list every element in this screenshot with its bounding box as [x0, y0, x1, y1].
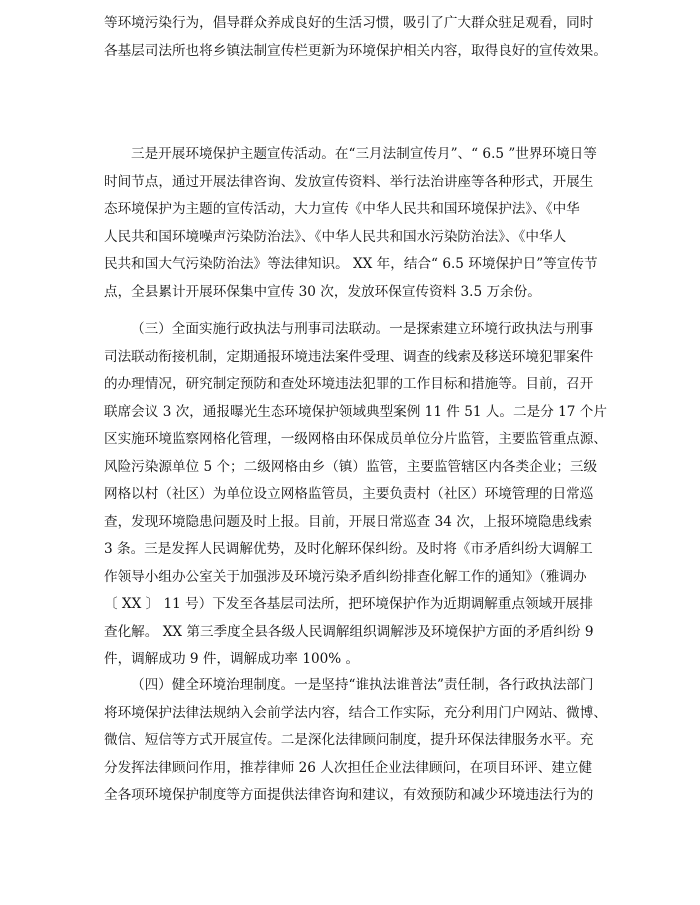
text-line: 查，发现环境隐患问题及时上报。目前，开展日常巡查 34 次，上报环境隐患线索 — [104, 513, 593, 530]
text-line: 各基层司法所也将乡镇法制宣传栏更新为环境保护相关内容，取得良好的宣传效果。 — [104, 42, 607, 59]
text-line: 查化解。 XX 第三季度全县各级人民调解组织调解涉及环境保护方面的矛盾纠纷 9 — [104, 623, 594, 640]
text-line: 联席会议 3 次，通报曝光生态环境保护领域典型案例 11 件 51 人。二是分 17 个片 — [104, 403, 607, 420]
paragraph-3 — [104, 316, 607, 674]
text-line: 风险污染源单位 5 个；二级网格由乡（镇）监管，主要监管辖区内各类企业；三级 — [104, 458, 598, 475]
text-line: 时间节点，通过开展法律咨询、发放宣传资料、举行法治讲座等各种形式，开展生 — [104, 173, 594, 190]
text-line: 网格以村（社区）为单位设立网格监管员，主要负责村（社区）环境管理的日常巡 — [104, 486, 594, 502]
text-line: 3 条。三是发挥人民调解优势，及时化解环保纠纷。及时将《市矛盾纠纷大调解工 — [104, 541, 593, 557]
text-line: 区实施环境监察网格化管理，一级网格由环保成员单位分片监管，主要监管重点源、 — [104, 431, 607, 447]
text-line: 态环境保护为主题的宣传活动，大力宣传《中华人民共和国环境保护法》、《中华 — [104, 201, 580, 217]
paragraph-2 — [104, 141, 604, 306]
text-line: 件，调解成功 9 件，调解成功率 100% 。 — [104, 651, 360, 667]
text-line: （三）全面实施行政执法与刑事司法联动。一是探索建立环境行政执法与刑事 — [131, 321, 594, 337]
text-line: 微信、短信等方式开展宣传。二是深化法律顾问制度，提升环保法律服务水平。充 — [104, 732, 594, 748]
text-line: 等环境污染行为，倡导群众养成良好的生活习惯，吸引了广大群众驻足观看，同时 — [104, 15, 594, 31]
text-line: 分发挥法律顾问作用，推荐律师 26 人次担任企业法律顾问，在项目环评、建立健 — [104, 759, 593, 776]
text-line: 的办理情况，研究制定预防和查处环境违法犯罪的工作目标和措施等。目前，召开 — [104, 376, 594, 392]
text-line: 司法联动衔接机制，定期通报环境违法案件受理、调查的线索及移送环境犯罪案件 — [104, 348, 594, 365]
paragraph-1 — [104, 10, 607, 65]
text-line: 〔 XX 〕 11 号）下发至各基层司法所，把环境保护作为近期调解重点领域开展排 — [104, 596, 593, 612]
text-line: 人民共和国环境噪声污染防治法》、《中华人民共和国水污染防治法》、《中华人 — [104, 228, 567, 245]
text-line: 作领导小组办公室关于加强涉及环境污染矛盾纠纷排查化解工作的通知》（雅调办 — [104, 568, 587, 585]
text-line: 全各项环境保护制度等方面提供法律咨询和建议，有效预防和减少环境违法行为的 — [104, 787, 594, 803]
text-line: 点，全县累计开展环保集中宣传 30 次，发放环保宣传资料 3.5 万余份。 — [104, 283, 541, 300]
text-line: （四）健全环境治理制度。一是坚持“谁执法谁普法”责任制，各行政执法部门 — [131, 677, 594, 693]
paragraph-4 — [104, 672, 607, 810]
text-line: 民共和国大气污染防治法》等法律知识。 XX 年，结合“ 6.5 环境保护日”等宣传节 — [104, 256, 598, 272]
text-line: 将环境保护法律法规纳入会前学法内容，结合工作实际，充分利用门户网站、微博、 — [104, 704, 607, 721]
text-line: 三是开展环境保护主题宣传活动。在“三月法制宣传月”、“ 6.5 ”世界环境日等 — [131, 146, 597, 162]
